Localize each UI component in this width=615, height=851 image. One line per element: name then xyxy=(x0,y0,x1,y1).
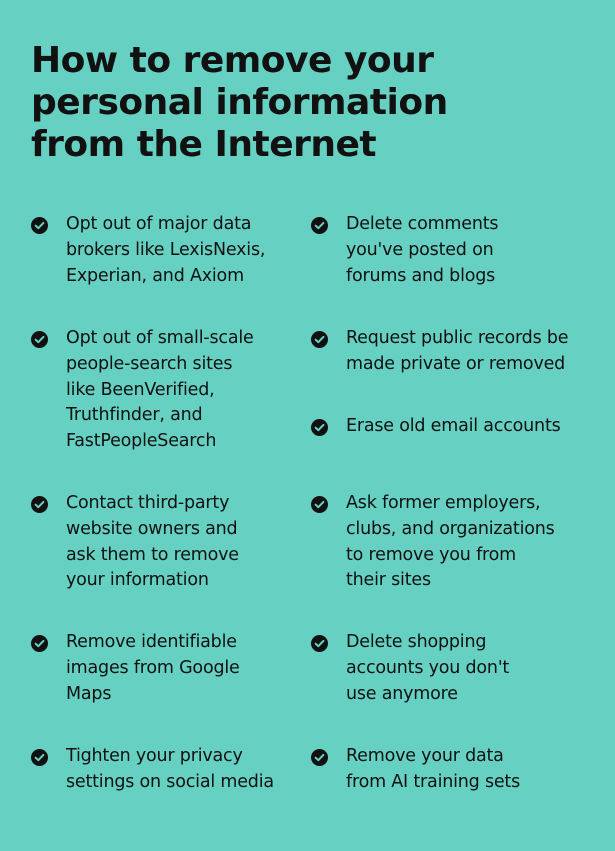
title-line: personal information xyxy=(31,82,448,123)
list-item-line: Opt out of small-scale xyxy=(66,328,254,348)
list-item-line: made private or removed xyxy=(346,353,566,374)
check-circle-icon xyxy=(311,749,328,766)
list-item-line: you've posted on xyxy=(346,239,494,260)
list-item-line: Tighten your privacy xyxy=(66,746,243,766)
list-item-line: Remove your data xyxy=(346,746,504,766)
list-item-line: Delete comments xyxy=(346,214,499,234)
list-item-line: from AI training sets xyxy=(346,771,521,792)
list-item-line: brokers like LexisNexis, xyxy=(66,239,266,260)
list-item-line: forums and blogs xyxy=(346,265,496,286)
check-circle-icon xyxy=(311,419,328,436)
list-item-line: clubs, and organizations xyxy=(346,518,555,539)
check-circle-icon xyxy=(311,635,328,652)
check-circle-icon xyxy=(311,331,328,348)
check-circle-icon xyxy=(31,635,48,652)
list-item-text xyxy=(66,212,265,289)
list-item-text xyxy=(66,491,239,594)
list-item-line: FastPeopleSearch xyxy=(66,431,217,452)
check-circle-icon xyxy=(31,217,48,234)
check-circle-icon xyxy=(31,331,48,348)
list-item-text xyxy=(346,326,568,378)
list-item-line: website owners and xyxy=(66,518,238,539)
list-item-text xyxy=(346,630,509,707)
list-item-line: Maps xyxy=(66,683,112,704)
list-item-line: accounts you don't xyxy=(346,657,510,678)
list-item-text xyxy=(346,414,561,440)
check-circle-icon xyxy=(311,496,328,513)
list-item-line: Remove identifiable xyxy=(66,632,237,652)
list-item-line: Experian, and Axiom xyxy=(66,265,244,286)
title-line: from the Internet xyxy=(31,124,377,165)
list-item-line: settings on social media xyxy=(66,771,274,792)
list-item-text xyxy=(66,744,274,796)
check-circle-icon xyxy=(311,217,328,234)
list-item-line: Opt out of major data xyxy=(66,214,252,234)
list-item-text xyxy=(346,212,498,289)
list-item-line: their sites xyxy=(346,570,431,591)
list-item-line: Delete shopping xyxy=(346,632,487,652)
list-item-text xyxy=(66,326,254,455)
list-item-line: like BeenVerified, xyxy=(66,379,215,400)
list-item-line: Erase old email accounts xyxy=(346,416,561,436)
list-item-text xyxy=(346,491,555,594)
title-line: How to remove your xyxy=(31,40,434,81)
list-item-line: use anymore xyxy=(346,683,458,704)
list-item-line: Truthfinder, and xyxy=(66,405,203,426)
list-item-line: Contact third-party xyxy=(66,493,230,513)
list-item-text xyxy=(66,630,240,707)
check-circle-icon xyxy=(31,749,48,766)
list-item-line: to remove you from xyxy=(346,544,516,565)
list-item-line: images from Google xyxy=(66,657,240,678)
check-circle-icon xyxy=(31,496,48,513)
list-item-line: ask them to remove xyxy=(66,544,239,565)
list-item-line: Ask former employers, xyxy=(346,493,541,513)
list-item-line: your information xyxy=(66,570,209,591)
list-item-text xyxy=(346,744,520,796)
list-item-line: people-search sites xyxy=(66,353,233,374)
page-title xyxy=(31,40,591,166)
list-item-line: Request public records be xyxy=(346,328,569,348)
